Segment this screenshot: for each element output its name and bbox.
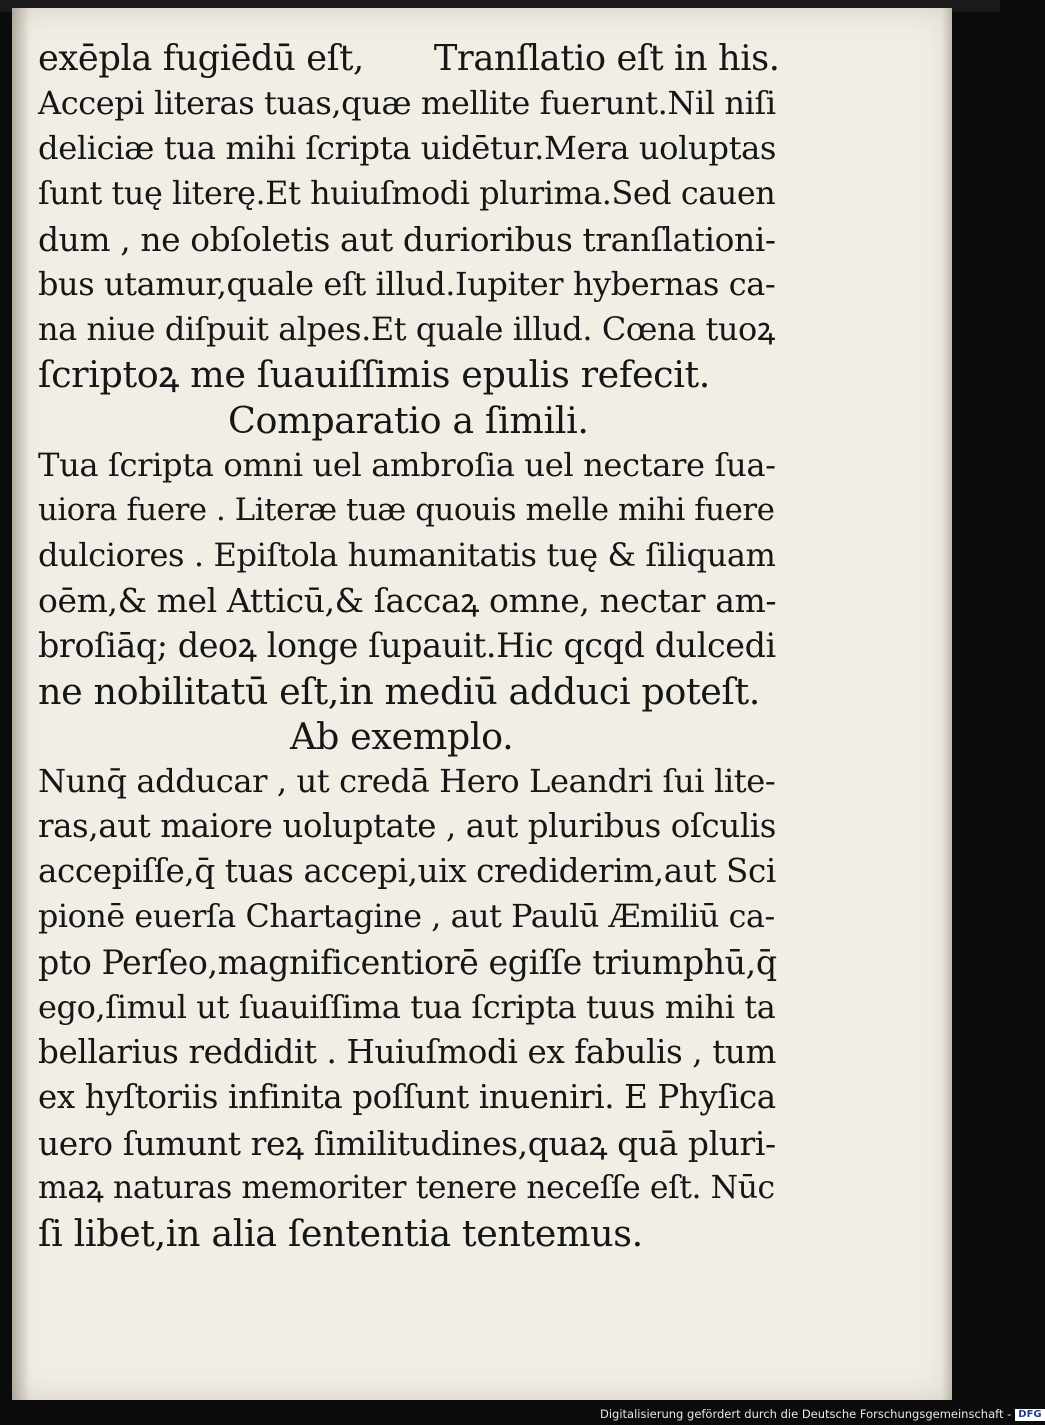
text-line-1 xyxy=(38,36,778,81)
text-line: Accepi literas tuas,quæ mellite fuerunt.Nil niſi xyxy=(38,84,776,123)
text-line: ras,aut maiore uoluptate , aut pluribus oſculis xyxy=(38,807,777,846)
text-line: Tua ſcripta omni uel ambroſia uel nectare ſua- xyxy=(38,445,776,484)
text-line: accepiſſe,q̄ tuas accepi,uix crediderim,aut Sci xyxy=(38,852,776,891)
text-line: bus utamur,quale eſt illud.Iupiter hybernas ca- xyxy=(38,264,776,303)
page-text xyxy=(38,36,778,1256)
text-line: Nunq̄ adducar , ut credā Hero Leandri ſui lite- xyxy=(38,762,776,800)
text-line: broſiāq; deoꝝ longe ſupauit.Hic qcqd dulcedi xyxy=(38,626,776,666)
section-heading-exemplo: Ab exemplo. xyxy=(290,714,514,758)
dfg-logo: DFG xyxy=(1015,1409,1044,1421)
text-line: ſcriptoꝝ me ſuauiſſimis epulis refecit. xyxy=(38,353,710,397)
text-line: ego,ſimul ut ſuauiſſima tua ſcripta tuus mihi ta xyxy=(38,987,776,1026)
text-line: oēm,& mel Atticū,& ſaccaꝝ omne, nectar am- xyxy=(38,581,777,621)
text-line: uiora fuere . Literæ tuæ quouis melle mihi fuere xyxy=(38,491,775,528)
text-line: ne nobilitatū eſt,in mediū adduci poteſt. xyxy=(38,669,761,713)
text-line: ſunt tuę literę.Et huiuſmodi plurima.Sed cauen xyxy=(38,175,776,212)
text-line: na niue diſpuit alpes.Et quale illud. Cœna tuoꝝ xyxy=(38,310,775,349)
digitization-credit xyxy=(600,1405,1042,1423)
book-page xyxy=(12,8,952,1400)
text-line: ſi libet,in alia ſententia tentemus. xyxy=(38,1211,643,1255)
text-line: ex hyſtoriis infinita poſſunt inueniri. E Phyſica xyxy=(38,1078,776,1117)
text-line: uero ſumunt reꝝ ſimilitudines,quaꝝ quā pluri- xyxy=(38,1123,776,1163)
section-heading-comparatio: Comparatio a ſimili. xyxy=(228,398,589,442)
text-line: exēpla fugiēdū eſt, xyxy=(38,38,364,79)
text-line: pto Perſeo,magnificentiorē egiſſe triumphū,q̄ xyxy=(38,942,777,982)
text-line: maꝝ naturas memoriter tenere neceſſe eſt. Nūc xyxy=(38,1169,775,1206)
section-heading-translatio: Tranſlatio eſt in his. xyxy=(433,38,780,79)
text-line: bellarius reddidit . Huiuſmodi ex fabulis , tum xyxy=(38,1033,776,1072)
credit-text: Digitalisierung gefördert durch die Deutsche Forschungsgemeinschaft - xyxy=(600,1407,1012,1421)
text-line: dum , ne obſoletis aut durioribus tranſlationi- xyxy=(38,219,776,259)
text-line: deliciæ tua mihi ſcripta uidētur.Mera uoluptas xyxy=(38,129,777,168)
text-line: pionē euerſa Chartagine , aut Paulū Æmiliū ca- xyxy=(38,898,775,935)
text-line: dulciores . Epiſtola humanitatis tuę & ſiliquam xyxy=(38,536,776,575)
